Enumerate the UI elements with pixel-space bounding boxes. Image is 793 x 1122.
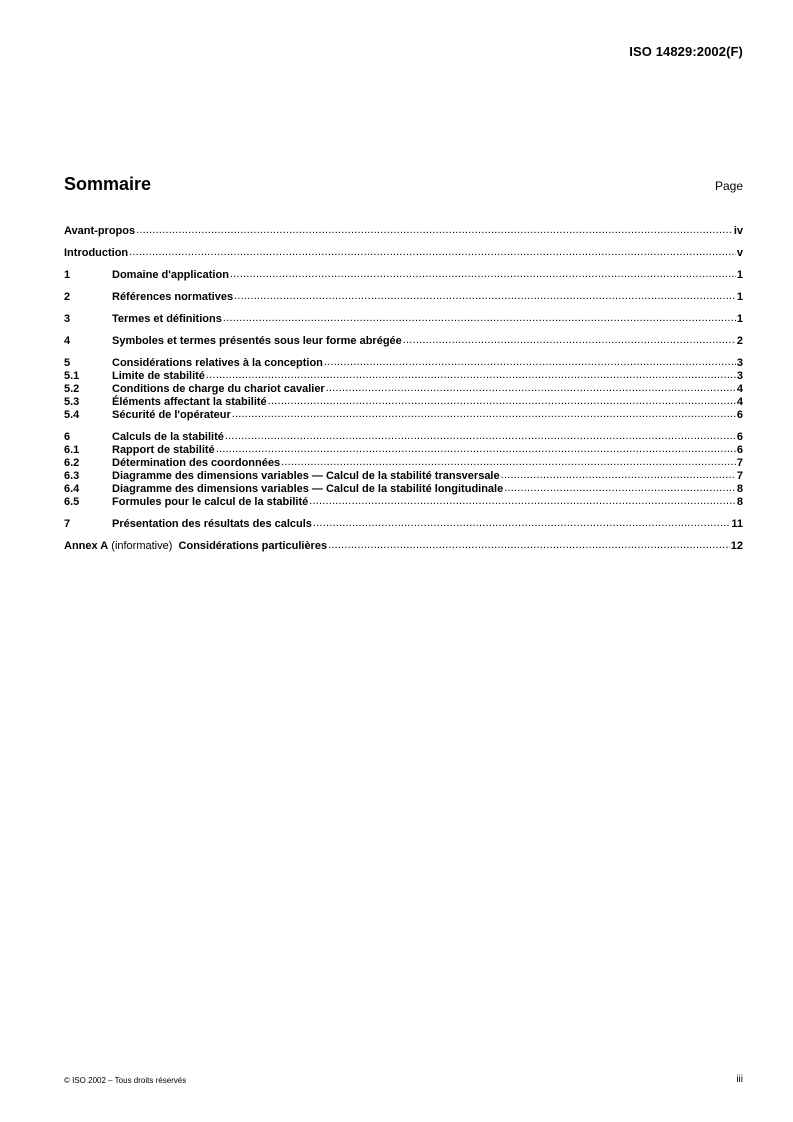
toc-entry-number: 2	[64, 291, 71, 303]
toc-leader	[234, 290, 736, 303]
toc-entry-title: Références normatives	[112, 291, 234, 303]
toc-entry-3[interactable]	[64, 313, 743, 326]
toc-entry-number: 5.2	[64, 383, 80, 395]
toc-leader	[136, 224, 733, 237]
toc-entry-page: 7	[736, 457, 743, 469]
toc-entry-title: Domaine d'application	[112, 269, 229, 281]
toc-entry-title: Calculs de la stabilité	[112, 431, 224, 443]
toc-leader	[501, 469, 736, 482]
toc-entry-title: Détermination des coordonnées	[112, 457, 281, 469]
toc-entry-title: Conditions de charge du chariot cavalier	[112, 383, 325, 395]
toc-title: Sommaire	[64, 174, 152, 194]
toc-entry-number: 5.4	[64, 409, 80, 421]
footer-page-number: iii	[736, 1074, 743, 1085]
toc-entry-title: Avant-propos	[64, 225, 136, 237]
toc-leader	[504, 482, 736, 495]
toc-leader	[232, 408, 736, 421]
toc-entry-page: 8	[736, 483, 743, 495]
toc-leader	[216, 443, 736, 456]
toc-leader	[206, 369, 736, 382]
toc-entry-number: 7	[64, 518, 71, 530]
toc-entry-6-5[interactable]	[64, 496, 743, 509]
toc-entry-number: 6.4	[64, 483, 80, 495]
toc-entry-number: 5.1	[64, 370, 80, 382]
toc-entry-page: 3	[736, 357, 743, 369]
toc-entry-title: Présentation des résultats des calculs	[112, 518, 312, 530]
toc-entry-title: Considérations relatives à la conception	[112, 357, 323, 369]
toc-entry-4[interactable]	[64, 335, 743, 348]
toc-entry-page: 1	[736, 291, 743, 303]
toc-entry-page: 6	[736, 431, 743, 443]
toc-entry-introduction[interactable]	[64, 247, 743, 260]
toc-entry-page: 4	[736, 383, 743, 395]
toc-entry-page: 1	[736, 269, 743, 281]
toc-entry-title: Éléments affectant la stabilité	[112, 396, 267, 408]
annex-qualifier-text: (informative)	[111, 540, 173, 552]
toc-entry-annex-a[interactable]	[64, 540, 743, 553]
annex-title: Considérations particulières	[178, 540, 328, 552]
footer-copyright: © ISO 2002 – Tous droits réservés	[64, 1076, 187, 1085]
toc-entry-page: 6	[736, 444, 743, 456]
toc-entry-number: 6	[64, 431, 71, 443]
toc-entry-page: 7	[736, 470, 743, 482]
toc-entry-number: 5.3	[64, 396, 80, 408]
toc-entry-page: 8	[736, 496, 743, 508]
page-column-label: Page	[714, 179, 743, 193]
toc-leader	[281, 456, 736, 469]
toc-entry-page: 6	[736, 409, 743, 421]
toc-leader	[403, 334, 736, 347]
toc-entry-number: 6.1	[64, 444, 80, 456]
toc-entry-page: 1	[736, 313, 743, 325]
toc-entry-5-4[interactable]	[64, 409, 743, 422]
toc-entry-title: Rapport de stabilité	[112, 444, 215, 456]
toc-leader	[225, 430, 736, 443]
toc-entry-page: 2	[736, 335, 743, 347]
toc-entry-2[interactable]	[64, 291, 743, 304]
toc-entry-number: 6.2	[64, 457, 80, 469]
toc-leader	[328, 539, 730, 552]
annex-page: 12	[730, 540, 743, 552]
toc-entry-page: 3	[736, 370, 743, 382]
toc-leader	[223, 312, 736, 325]
document-reference: ISO 14829:2002(F)	[629, 44, 743, 59]
toc-leader	[326, 382, 736, 395]
toc-entry-1[interactable]	[64, 269, 743, 282]
toc-entry-title: Termes et définitions	[112, 313, 222, 325]
toc-entry-page: iv	[733, 225, 743, 237]
toc-entry-number: 6.3	[64, 470, 80, 482]
toc-entry-page: 11	[731, 518, 743, 530]
toc-leader	[129, 246, 736, 259]
toc-leader	[309, 495, 736, 508]
toc-entry-number: 1	[64, 269, 71, 281]
toc-entry-number: 5	[64, 357, 71, 369]
toc-leader	[268, 395, 736, 408]
toc-heading-row	[64, 174, 743, 195]
annex-label: Annex A	[64, 540, 109, 552]
toc-leader	[313, 517, 730, 530]
toc-entry-7[interactable]	[64, 518, 743, 531]
toc-entry-title: Limite de stabilité	[112, 370, 205, 382]
annex-qualifier	[108, 540, 178, 553]
toc-leader	[324, 356, 736, 369]
toc-entry-number: 3	[64, 313, 71, 325]
toc-leader	[230, 268, 736, 281]
toc-entry-title: Introduction	[64, 247, 129, 259]
toc-entry-title: Sécurité de l'opérateur	[112, 409, 231, 421]
table-of-contents	[64, 225, 743, 553]
toc-entry-title: Symboles et termes présentés sous leur forme abrégée	[112, 335, 402, 347]
toc-entry-title: Diagramme des dimensions variables — Calcul de la stabilité longitudinale	[112, 483, 504, 495]
toc-entry-title: Formules pour le calcul de la stabilité	[112, 496, 309, 508]
toc-entry-page: v	[736, 247, 743, 259]
toc-entry-page: 4	[736, 396, 743, 408]
toc-entry-avant-propos[interactable]	[64, 225, 743, 238]
toc-entry-number: 6.5	[64, 496, 80, 508]
toc-entry-title: Diagramme des dimensions variables — Calcul de la stabilité transversale	[112, 470, 500, 482]
toc-entry-number: 4	[64, 335, 71, 347]
